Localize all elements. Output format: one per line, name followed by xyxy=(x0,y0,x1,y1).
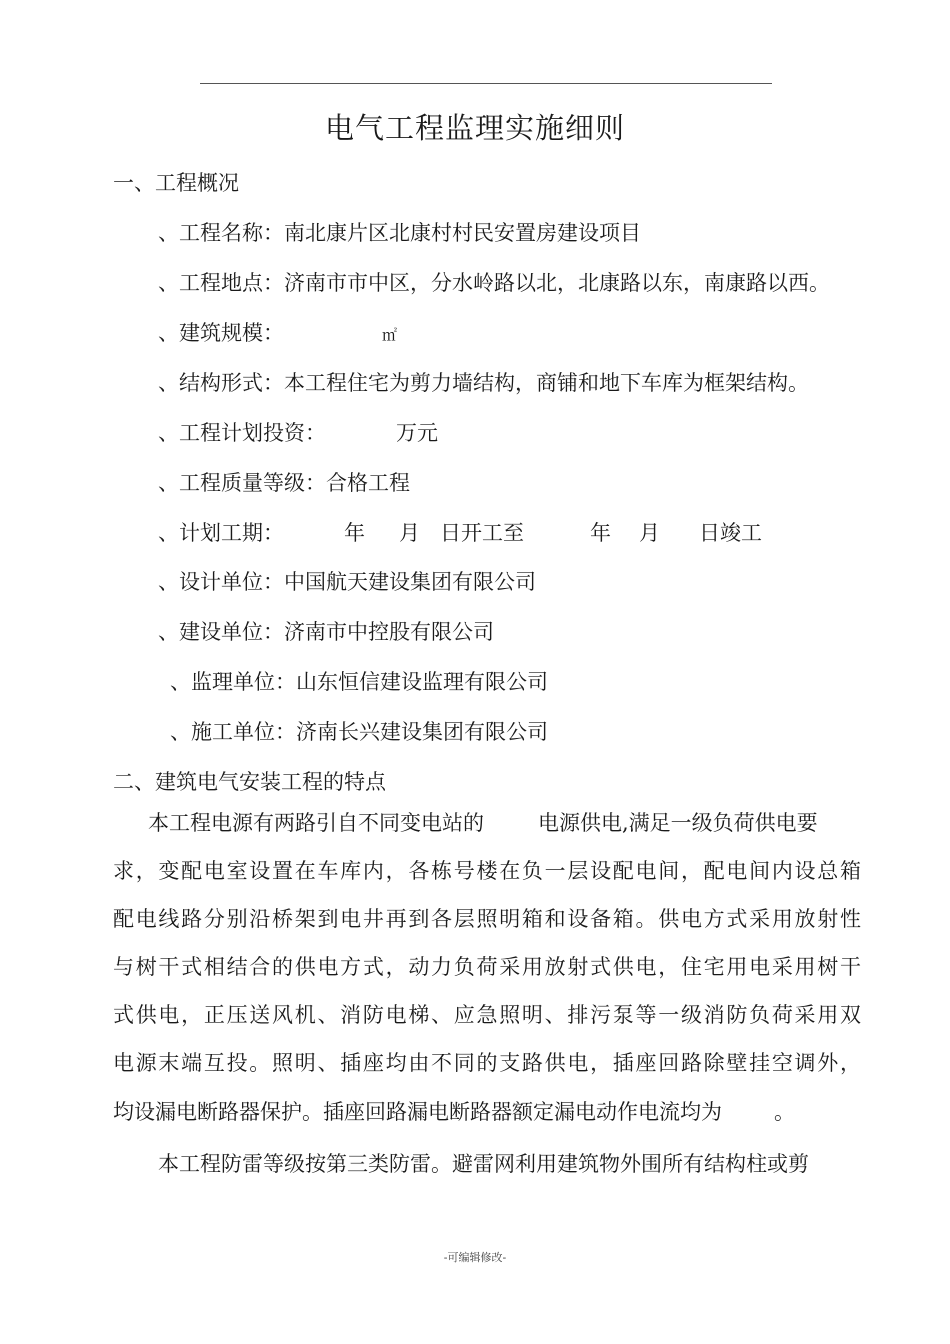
item-label: 、设计单位： xyxy=(158,570,284,594)
paragraph-text: 。 xyxy=(774,1100,795,1124)
item-value: ㎡ xyxy=(382,326,398,344)
schedule-part: 年 xyxy=(344,521,365,545)
item-label: 、工程名称： xyxy=(158,221,284,245)
item-label: 、施工单位： xyxy=(170,720,296,744)
paragraph2-line1: 本工程防雷等级按第三类防雷。避雷网利用建筑物外围所有结构柱或剪 xyxy=(158,1152,809,1176)
item-label: 、计划工期： xyxy=(158,521,284,545)
item-value: 山东恒信建设监理有限公司 xyxy=(296,670,548,694)
item-label: 、结构形式： xyxy=(158,371,284,395)
page-footer: -可编辑修改- xyxy=(443,1251,507,1264)
item-label: 、工程质量等级： xyxy=(158,471,326,495)
item-quality-grade xyxy=(158,468,410,498)
header-rule xyxy=(200,83,772,84)
item-structure-type xyxy=(158,368,809,398)
section1-heading: 一、工程概况 xyxy=(113,171,239,195)
item-value: 济南市市中区，分水岭路以北，北康路以东，南康路以西。 xyxy=(284,271,830,295)
item-value: 济南长兴建设集团有限公司 xyxy=(296,720,548,744)
paragraph1-line5: 式供电，正压送风机、消防电梯、应急照明、排污泵等一级消防负荷采用双 xyxy=(113,1003,861,1027)
item-value: 中国航天建设集团有限公司 xyxy=(284,570,536,594)
item-value: 济南市中控股有限公司 xyxy=(284,620,494,644)
item-value: 南北康片区北康村村民安置房建设项目 xyxy=(284,221,641,245)
item-value: 合格工程 xyxy=(326,471,410,495)
item-project-location xyxy=(158,268,830,298)
paragraph1-line6: 电源末端互投。照明、插座均由不同的支路供电，插座回路除壁挂空调外， xyxy=(113,1051,861,1075)
item-label: 、工程计划投资： xyxy=(158,421,326,445)
paragraph1-line7 xyxy=(113,1097,795,1127)
item-label: 、建设单位： xyxy=(158,620,284,644)
paragraph1-line1 xyxy=(148,808,818,838)
paragraph1-line3: 配电线路分别沿桥架到电井再到各层照明箱和设备箱。供电方式采用放射性 xyxy=(113,907,861,931)
document-title: 电气工程监理实施细则 xyxy=(324,111,625,145)
paragraph-text: 电源供电,满足一级负荷供电要 xyxy=(538,811,818,835)
item-planned-schedule xyxy=(158,518,762,548)
item-contractor-unit xyxy=(170,717,548,747)
item-construction-owner xyxy=(158,617,494,647)
schedule-part: 日竣工 xyxy=(699,521,762,545)
schedule-part: 月 xyxy=(639,521,660,545)
item-supervision-unit xyxy=(170,667,548,697)
schedule-part: 日开工至 xyxy=(440,521,524,545)
item-project-name xyxy=(158,218,641,248)
paragraph1-line2: 求，变配电室设置在车库内，各栋号楼在负一层设配电间，配电间内设总箱 xyxy=(113,859,861,883)
item-label: 、工程地点： xyxy=(158,271,284,295)
item-planned-investment xyxy=(158,418,438,448)
paragraph-text: 本工程电源有两路引自不同变电站的 xyxy=(148,811,484,835)
item-building-scale xyxy=(158,318,397,350)
schedule-part: 月 xyxy=(399,521,420,545)
section2-heading: 二、建筑电气安装工程的特点 xyxy=(113,770,386,794)
item-design-unit xyxy=(158,567,536,597)
item-label: 、建筑规模： xyxy=(158,321,284,345)
item-label: 、监理单位： xyxy=(170,670,296,694)
paragraph-text: 均设漏电断路器保护。插座回路漏电断路器额定漏电动作电流均为 xyxy=(113,1100,722,1124)
paragraph1-line4: 与树干式相结合的供电方式，动力负荷采用放射式供电，住宅用电采用树干 xyxy=(113,955,861,979)
schedule-part: 年 xyxy=(590,521,611,545)
item-value: 本工程住宅为剪力墙结构，商铺和地下车库为框架结构。 xyxy=(284,371,809,395)
item-value: 万元 xyxy=(396,421,438,445)
